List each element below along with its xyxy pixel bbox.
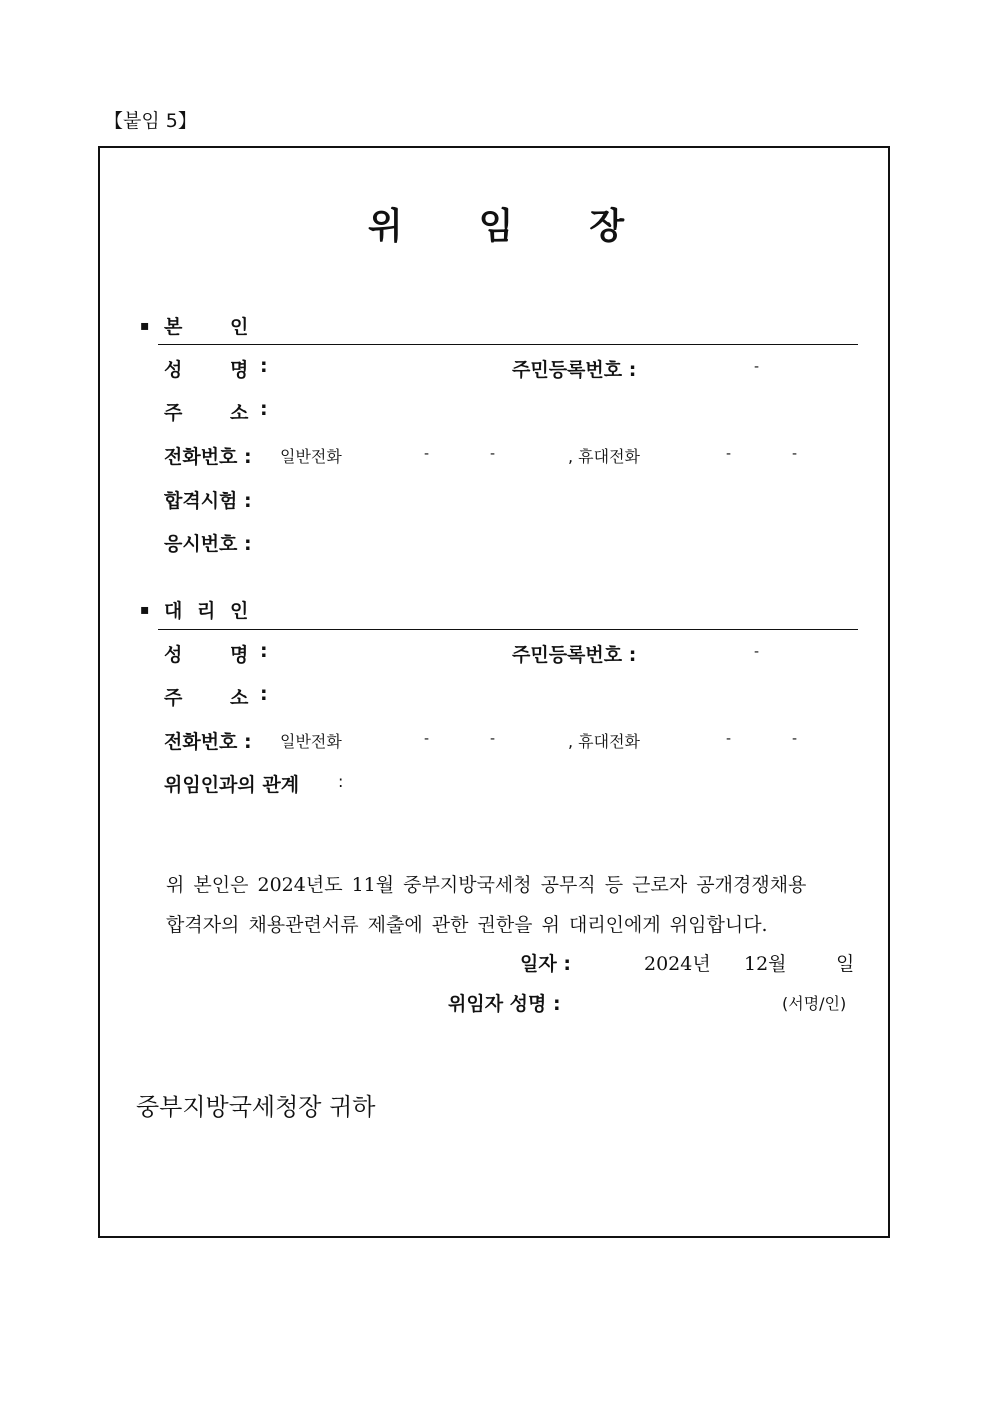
agent-landline-dash-2: - <box>490 731 496 747</box>
principal-mobile-label: , 휴대전화 <box>568 447 640 466</box>
agent-name-label-1: 성 <box>164 644 183 666</box>
agent-bullet: ▪ <box>140 602 150 618</box>
principal-section-title-1: 본 <box>164 316 183 338</box>
agent-address-label-2: 소 <box>230 687 249 709</box>
agent-landline-label: 일반전화 <box>280 732 342 751</box>
date-label: 일자 : <box>520 953 571 975</box>
form-frame <box>98 146 890 1238</box>
agent-landline-dash-1: - <box>424 731 430 747</box>
date-year: 2024년 <box>644 953 711 975</box>
agent-mobile-dash-1: - <box>726 731 732 747</box>
principal-rrn-label: 주민등록번호 : <box>512 359 637 381</box>
principal-landline-dash-2: - <box>490 446 496 462</box>
agent-section-rule <box>158 629 858 630</box>
principal-mobile-dash-1: - <box>726 446 732 462</box>
agent-section-title: 대 리 인 <box>164 600 249 622</box>
signature-mark: (서명/인) <box>782 994 847 1013</box>
principal-section-title-2: 인 <box>230 316 249 338</box>
agent-rrn-dash: - <box>754 644 760 660</box>
signature-label: 위임자 성명 : <box>448 993 561 1015</box>
principal-mobile-dash-2: - <box>792 446 798 462</box>
principal-phone-label: 전화번호 : <box>164 446 252 468</box>
principal-landline-dash-1: - <box>424 446 430 462</box>
principal-address-label-1: 주 <box>164 402 183 424</box>
attachment-label: 【붙임 5】 <box>104 110 197 132</box>
principal-name-colon: : <box>260 355 268 377</box>
principal-exam-label: 합격시험 : <box>164 490 252 512</box>
principal-name-label-1: 성 <box>164 359 183 381</box>
agent-relation-label: 위임인과의 관계 <box>164 774 300 796</box>
principal-address-label-2: 소 <box>230 402 249 424</box>
title-char-3: 장 <box>589 205 625 247</box>
statement-line-1: 위 본인은 2024년도 11월 중부지방국세청 공무직 등 근로자 공개경쟁채용 <box>166 874 807 896</box>
date-month: 12월 <box>744 953 787 975</box>
agent-mobile-label: , 휴대전화 <box>568 732 640 751</box>
title-char-2: 임 <box>478 205 514 247</box>
statement-line-2: 합격자의 채용관련서류 제출에 관한 권한을 위 대리인에게 위임합니다. <box>166 914 768 936</box>
agent-mobile-dash-2: - <box>792 731 798 747</box>
agent-name-label-2: 명 <box>230 644 249 666</box>
agent-address-colon: : <box>260 683 268 705</box>
title-char-1: 위 <box>367 205 403 247</box>
agent-relation-colon: : <box>338 772 344 791</box>
agent-name-colon: : <box>260 640 268 662</box>
principal-address-colon: : <box>260 398 268 420</box>
principal-name-label-2: 명 <box>230 359 249 381</box>
principal-section-rule <box>158 344 858 345</box>
agent-address-label-1: 주 <box>164 687 183 709</box>
principal-bullet: ▪ <box>140 318 150 334</box>
principal-landline-label: 일반전화 <box>280 447 342 466</box>
agent-phone-label: 전화번호 : <box>164 731 252 753</box>
principal-rrn-dash: - <box>754 359 760 375</box>
addressee: 중부지방국세청장 귀하 <box>136 1093 376 1121</box>
principal-exam-number-label: 응시번호 : <box>164 533 252 555</box>
agent-rrn-label: 주민등록번호 : <box>512 644 637 666</box>
form-title <box>0 198 992 249</box>
date-day: 일 <box>836 953 855 975</box>
